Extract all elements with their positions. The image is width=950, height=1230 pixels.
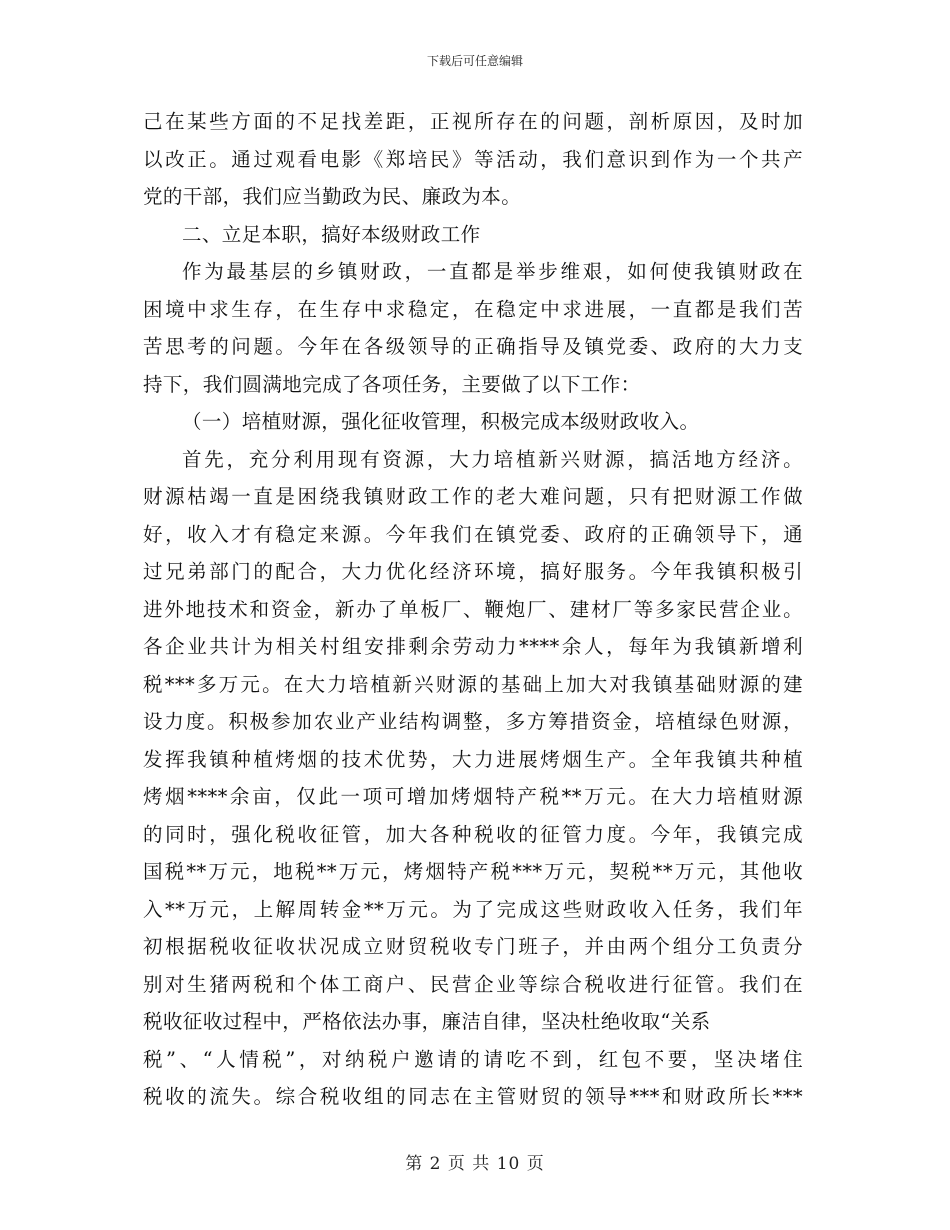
subsection-heading: （一）培植财源，强化征收管理，积极完成本级财政收入。: [182, 410, 700, 433]
paragraph-line: 困境中求生存，在生存中求稳定，在稳定中求进展，一直都是我们苦: [143, 297, 803, 321]
paragraph-line: 烤烟****余亩，仅此一项可增加烤烟特产税**万元。在大力培植财源: [143, 785, 803, 808]
paragraph-line: 进外地技术和资金，新办了单板厂、鞭炮厂、建材厂等多家民营企业。: [143, 597, 803, 621]
page-header-note: 下载后可任意编辑: [426, 54, 523, 68]
paragraph-line: 国税**万元，地税**万元，烤烟特产税***万元，契税**万元，其他收: [143, 860, 803, 883]
paragraph-line: 的同时，强化税收征管，加大各种税收的征管力度。今年，我镇完成: [143, 822, 803, 846]
paragraph-line: 作为最基层的乡镇财政，一直都是举步维艰，如何使我镇财政在: [182, 260, 803, 283]
paragraph-line: 税收征收过程中，严格依法办事，廉洁自律，坚决杜绝收取“关系: [143, 1010, 711, 1033]
paragraph-line: 以改正。通过观看电影《郑培民》等活动，我们意识到作为一个共产: [143, 147, 803, 171]
paragraph-line: 初根据税收征收状况成立财贸税收专门班子，并由两个组分工负责分: [143, 935, 803, 958]
paragraph-line: 发挥我镇种植烤烟的技术优势，大力进展烤烟生产。全年我镇共种植: [143, 747, 803, 771]
page-number: 第 2 页 共 10 页: [405, 1154, 545, 1174]
paragraph-line: 过兄弟部门的配合，大力优化经济环境，搞好服务。今年我镇积极引: [143, 560, 803, 583]
paragraph-line: 设力度。积极参加农业产业结构调整，多方筹措资金，培植绿色财源，: [143, 710, 803, 733]
paragraph-line: 税***多万元。在大力培植新兴财源的基础上加大对我镇基础财源的建: [143, 672, 803, 696]
paragraph-line: 入**万元，上解周转金**万元。为了完成这些财政收入任务，我们年: [143, 897, 803, 921]
paragraph-line: 好，收入才有稳定来源。今年我们在镇党委、政府的正确领导下，通: [143, 522, 803, 546]
paragraph-line: 税收的流失。综合税收组的同志在主管财贸的领导***和财政所长***: [143, 1085, 803, 1108]
paragraph-line: 财源枯竭一直是困绕我镇财政工作的老大难问题，只有把财源工作做: [143, 485, 803, 508]
paragraph-line: 税”、“人情税”，对纳税户邀请的请吃不到，红包不要，坚决堵住: [143, 1047, 803, 1071]
paragraph-line: 党的干部，我们应当勤政为民、廉政为本。: [143, 185, 522, 208]
document-body: [143, 103, 803, 1116]
section-heading: 二、立足本职，搞好本级财政工作: [182, 222, 481, 246]
paragraph-line: 各企业共计为相关村组安排剩余劳动力****余人，每年为我镇新增利: [143, 635, 803, 658]
paragraph-line: 苦思考的问题。今年在各级领导的正确指导及镇党委、政府的大力支: [143, 335, 803, 358]
paragraph-line: 己在某些方面的不足找差距，正视所存在的问题，剖析原因，及时加: [143, 110, 803, 133]
paragraph-line: 别对生猪两税和个体工商户、民营企业等综合税收进行征管。我们在: [143, 972, 803, 996]
paragraph-line: 持下，我们圆满地完成了各项任务，主要做了以下工作：: [143, 372, 641, 396]
paragraph-line: 首先，充分利用现有资源，大力培植新兴财源，搞活地方经济。: [182, 447, 803, 471]
